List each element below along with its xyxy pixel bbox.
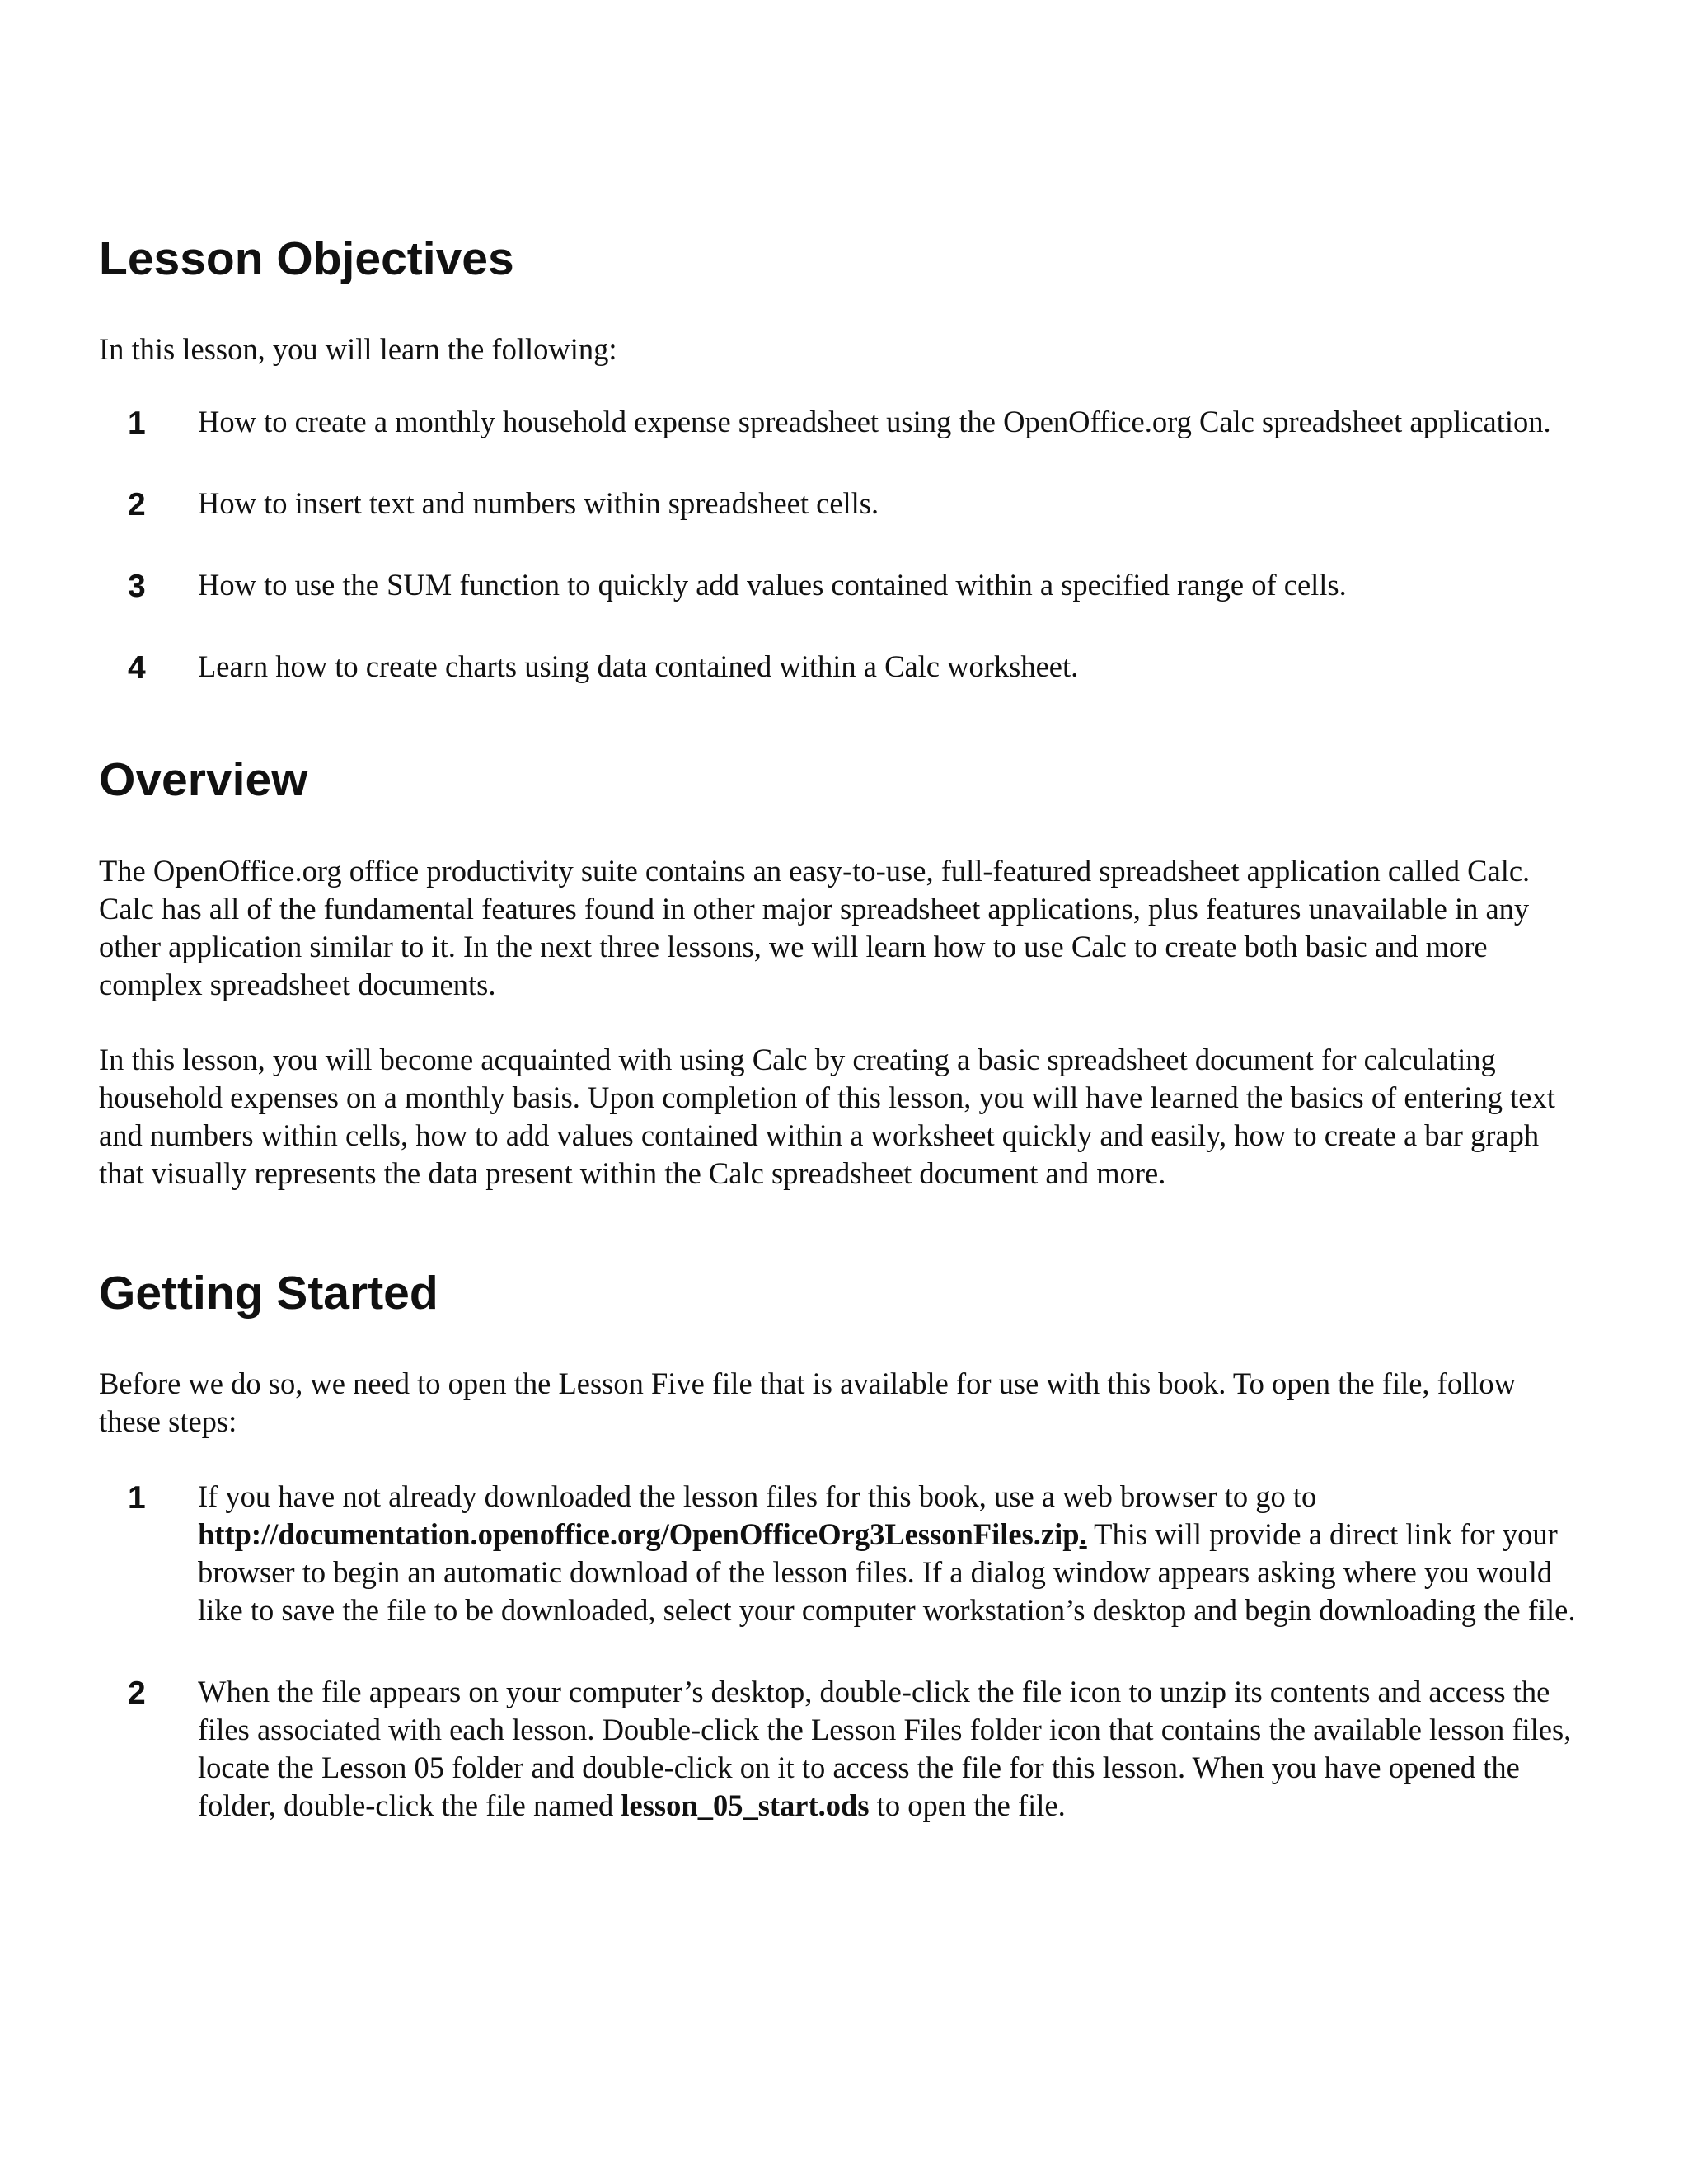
overview-paragraph-1: The OpenOffice.org office productivity suite contains an easy-to-use, full-featured spreadsheet application called Calc. Calc has all of the fundamental features found in other major spreadsheet applications, plus features unavailable in any other application similar to it. In the next three lessons, we will learn how to use Calc to create both basic and more complex spreadsheet documents. [99,853,1531,1001]
download-link[interactable]: http://documentation.openoffice.org/OpenOfficeOrg3LessonFiles.zip [198,1517,1080,1552]
step-text [198,1478,1582,1629]
overview-paragraph-2: In this lesson, you will become acquainted with using Calc by creating a basic spreadsheet document for calculating household expenses on a monthly basis. Upon completion of this lesson, you will have learned the basics of entering text and numbers within cells, how to add values contained within a worksheet quickly and easily, how to create a bar graph that visually represents the data present within the Calc spreadsheet document and more. [99,1042,1555,1190]
steps-list [99,1478,1582,1825]
objective-number: 1 [128,405,146,442]
heading-getting-started: Getting Started [99,1266,438,1319]
getting-started-intro: Before we do so, we need to open the Lesson Five file that is available for use with this book. To open the file, follow these steps: [99,1366,1516,1439]
objective-text: How to insert text and numbers within spreadsheet cells. [198,486,879,521]
heading-overview: Overview [99,753,308,807]
objective-number: 4 [128,650,146,687]
objectives-list [99,403,1582,686]
step-item [99,1478,1582,1629]
download-link-period: . [1079,1517,1087,1552]
step-text [198,1673,1582,1825]
objective-number: 2 [128,487,146,523]
step-text-after: This will provide a direct link for your browser to begin an automatic download of the lesson files. If a dialog window appears asking where you would like to save the file to be downloaded, select your computer workstation’s desktop and begin downloading the file. [198,1517,1576,1628]
objectives-intro: In this lesson, you will learn the following: [99,332,617,367]
heading-lesson-objectives: Lesson Objectives [99,232,514,285]
objective-text: Learn how to create charts using data contained within a Calc worksheet. [198,649,1079,684]
lesson-filename: lesson_05_start.ods [621,1788,870,1823]
step-text-before: If you have not already downloaded the lesson files for this book, use a web browser to go to [198,1479,1317,1514]
objective-item [99,648,1582,686]
objective-item [99,485,1582,523]
objective-text: How to create a monthly household expense spreadsheet using the OpenOffice.org Calc spreadsheet application. [198,405,1551,439]
step-item [99,1673,1582,1825]
objective-item [99,403,1582,441]
step-number: 2 [128,1675,146,1712]
step-text-before: When the file appears on your computer’s desktop, double-click the file icon to unzip its contents and access the files associated with each lesson. Double-click the Lesson Files folder icon that contains the available lesson files, locate the Lesson 05 folder and double-click on it to access the file for this lesson. When you have opened the folder, double-click the file named [198,1675,1572,1823]
objective-number: 3 [128,569,146,605]
objective-text: How to use the SUM function to quickly add values contained within a specified range of cells. [198,568,1347,602]
objective-item [99,566,1582,604]
step-number: 1 [128,1480,146,1516]
step-text-after: to open the file. [869,1788,1066,1823]
document-page [99,231,1582,1825]
